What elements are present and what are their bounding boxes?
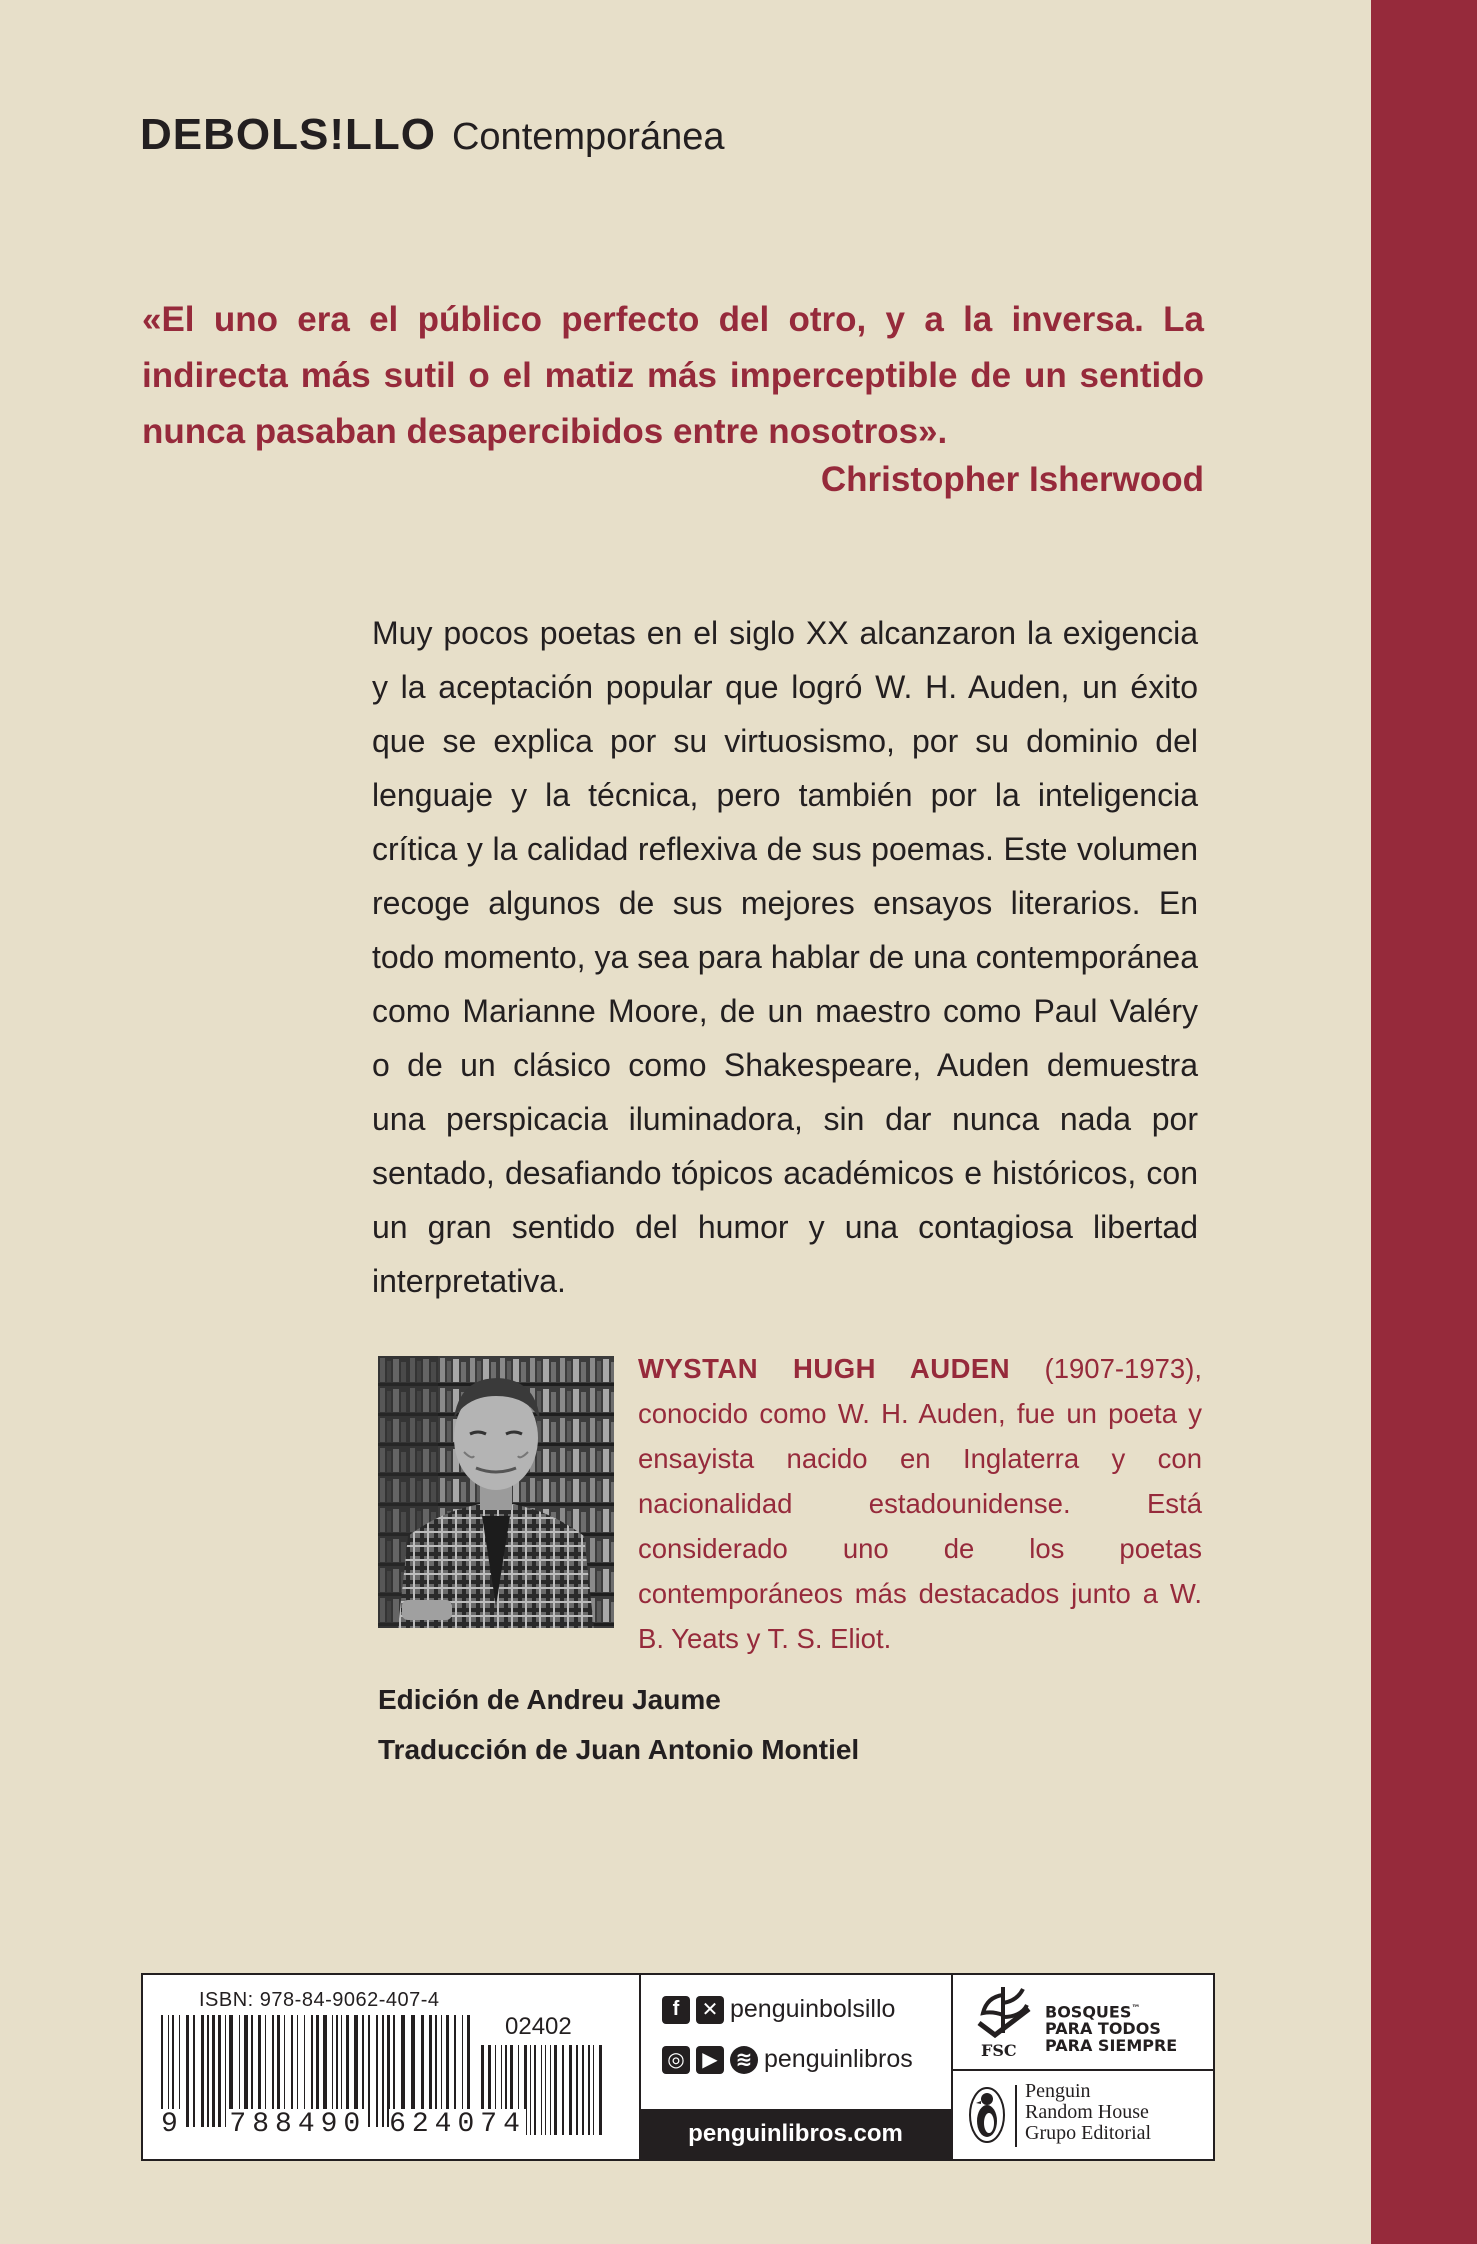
barcode-bar [534,2045,536,2135]
brand-logo: DEBOLS!LLO [140,110,436,159]
translator-credit: Traducción de Juan Antonio Montiel [378,1734,860,1765]
ean-right-group: 624074 [389,2109,526,2140]
youtube-icon[interactable]: ▶ [696,2046,724,2074]
barcode-bar [593,2045,594,2135]
x-icon[interactable]: ✕ [696,1996,724,2024]
author-photo [378,1356,614,1628]
publisher-name-3: Grupo Editorial [1025,2122,1152,2144]
barcode-bar [545,2045,546,2135]
fsc-logo [967,1983,1197,2065]
barcode-bar [554,2045,557,2135]
fsc-tagline [1045,2001,1177,2054]
social-row-bolsillo [662,1995,895,2024]
fsc-tagline-3: PARA SIEMPRE [1045,2036,1178,2056]
barcode-bar [530,2045,531,2135]
blurb-quote: «El uno era el público perfecto del otro, y a la inversa. La indirecta más sutil o el matiz más imperceptible de un sentido nunca pasaban desapercibidos entre nosotros». [142,300,1204,451]
barcode-bar [569,2045,572,2135]
publisher-name [1025,2081,1151,2144]
barcode-box [141,1973,1215,2161]
tree-checkmark-icon [973,1983,1035,2039]
barcode-bar [541,2045,542,2135]
author-bio [638,1346,1202,1661]
fsc-tagline-1: BOSQUES [1045,2002,1132,2022]
price-code: 02402 [505,2013,572,2040]
website-link[interactable]: penguinlibros.com [640,2109,951,2159]
instagram-icon[interactable]: ◎ [662,2046,690,2074]
publisher-name-2: Random House [1025,2101,1149,2123]
handle-penguinlibros[interactable]: penguinlibros [764,2045,913,2073]
ean-digits [161,2109,526,2140]
logo-cell [953,1975,1213,2159]
synopsis: Muy pocos poetas en el siglo XX alcanzaron la exigencia y la aceptación popular que logró W. H. Auden, un éxito que se explica por su virtuosismo, por su dominio del lenguaje y la técnica, pero también por la inteligencia crítica y la calidad reflexiva de sus poemas. Este volumen recoge algunos de sus mejores ensayos literarios. En todo momento, ya sea para hablar de una contemporánea como Marianne Moore, de un maestro como Paul Valéry o de un clásico como Shakespeare, Auden demuestra una perspicacia iluminadora, sin dar nunca nada por sentado, desafiando tópicos académicos e históricos, con un gran sentido del humor y una contagiosa libertad interpretativa. [372,615,1198,1299]
penguin-icon [967,2085,1007,2145]
isbn-cell [143,1975,641,2159]
fsc-trademark: ™ [1131,2004,1141,2014]
handle-penguinbolsillo[interactable]: penguinbolsillo [730,1995,896,2023]
barcode-bar [582,2045,584,2135]
spotify-icon[interactable]: ≋ [730,2046,758,2074]
publisher-name-1: Penguin [1025,2080,1091,2102]
author-name: WYSTAN HUGH AUDEN [638,1353,1011,1384]
collection-name: Contemporánea [451,116,725,158]
barcode-bar [550,2045,551,2135]
editor-credit: Edición de Andreu Jaume [378,1684,721,1715]
logo-divider [953,2069,1213,2071]
facebook-icon[interactable]: f [662,1996,690,2024]
header [140,110,725,170]
author-bio-text: (1907-1973), conocido como W. H. Auden, fue un poeta y ensayista nacido en Inglaterra y con nacionalidad estadounidense. Está considerado uno de los poetas contemporáneos más destacados junto a W. B. Yeats y T. S. Eliot. [638,1353,1202,1654]
quote-author: Christopher Isherwood [820,460,1204,499]
barcode-bar [576,2045,578,2135]
fsc-tagline-2: PARA TODOS [1045,2019,1161,2039]
barcode-bar [599,2045,602,2135]
ean-left-group: 788490 [229,2109,367,2140]
social-cell [640,1975,953,2159]
ean-first-digit: 9 [161,2109,184,2140]
publisher-logo [967,2079,1207,2155]
social-row-libros [662,2045,913,2074]
barcode-bar [562,2045,564,2135]
isbn-number: ISBN: 978-84-9062-407-4 [199,1989,440,2011]
fsc-mark: FSC [981,2041,1017,2060]
publisher-logo-divider [1015,2085,1017,2147]
spine-band [1371,0,1477,2244]
barcode-bar [588,2045,590,2135]
